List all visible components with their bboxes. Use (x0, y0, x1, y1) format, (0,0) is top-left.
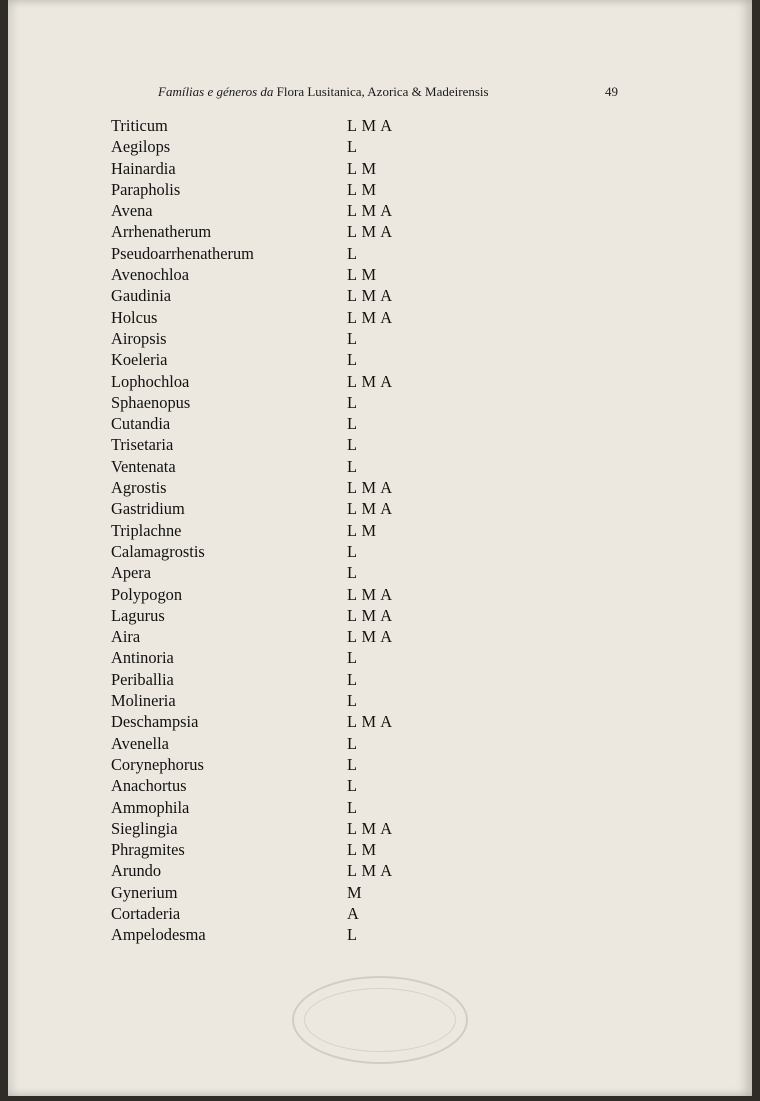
genus-name: Aira (111, 627, 141, 647)
distribution-codes: L M (347, 158, 377, 178)
genus-name: Ammophila (111, 797, 190, 817)
page-number: 49 (605, 84, 618, 99)
genus-name: Avena (111, 201, 153, 221)
distribution-codes: A (347, 903, 360, 923)
header-italic-text: Famílias e géneros da (158, 84, 274, 99)
genus-name: Apera (111, 563, 152, 583)
genus-name: Gynerium (111, 882, 178, 902)
genus-name: Holcus (111, 307, 158, 327)
genus-name: Pseudoarrhenatherum (111, 243, 254, 263)
genus-name: Antinoria (111, 648, 174, 668)
genus-name: Trisetaria (111, 435, 174, 455)
genus-name: Molineria (111, 691, 176, 711)
genus-name: Corynephorus (111, 754, 204, 774)
genus-name: Polypogon (111, 584, 183, 604)
distribution-codes: L (347, 776, 358, 796)
distribution-codes: L (347, 563, 358, 583)
genus-name: Aegilops (111, 137, 171, 157)
genus-name: Avenella (111, 733, 169, 753)
distribution-codes: L M A (347, 605, 393, 625)
distribution-codes: L (347, 797, 358, 817)
distribution-codes: L (347, 137, 358, 157)
distribution-codes: L M A (347, 499, 393, 519)
distribution-codes: L M A (347, 222, 393, 242)
genus-name: Gastridium (111, 499, 185, 519)
distribution-codes: L (347, 925, 358, 945)
library-stamp (292, 976, 468, 1064)
genus-name: Arundo (111, 861, 162, 881)
genus-name: Agrostis (111, 478, 167, 498)
genus-name: Phragmites (111, 840, 185, 860)
distribution-codes: L M A (347, 201, 393, 221)
header-title-text: Flora Lusitanica, Azorica & Madeirensis (276, 84, 489, 99)
distribution-codes: L M A (347, 712, 393, 732)
distribution-codes: M (347, 882, 363, 902)
distribution-codes: L (347, 541, 358, 561)
distribution-codes: L (347, 733, 358, 753)
distribution-codes: L M A (347, 286, 393, 306)
genus-name: Triplachne (111, 520, 182, 540)
distribution-codes: L (347, 456, 358, 476)
distribution-codes: L (347, 243, 358, 263)
distribution-codes: L M A (347, 861, 393, 881)
genus-name: Calamagrostis (111, 541, 205, 561)
distribution-codes: L M A (347, 371, 393, 391)
distribution-codes: L (347, 669, 358, 689)
distribution-codes: L M (347, 265, 377, 285)
distribution-codes: L M A (347, 116, 393, 135)
genus-name: Lagurus (111, 605, 165, 625)
genus-name: Koeleria (111, 350, 168, 370)
book-page (8, 0, 752, 1096)
distribution-codes: L M (347, 520, 377, 540)
genus-name: Cortaderia (111, 903, 181, 923)
genus-name: Sieglingia (111, 818, 178, 838)
distribution-codes: L (347, 350, 358, 370)
distribution-codes: L M (347, 840, 377, 860)
distribution-codes: L M A (347, 627, 393, 647)
genus-name: Cutandia (111, 414, 171, 434)
genus-name: Parapholis (111, 179, 181, 199)
distribution-codes: L (347, 435, 358, 455)
distribution-codes: L M A (347, 478, 393, 498)
distribution-codes: L (347, 754, 358, 774)
genus-name: Ventenata (111, 456, 176, 476)
genus-name: Triticum (111, 116, 168, 135)
genus-name: Deschampsia (111, 712, 199, 732)
distribution-codes: L (347, 691, 358, 711)
genus-name: Sphaenopus (111, 392, 191, 412)
genus-name: Arrhenatherum (111, 222, 212, 242)
distribution-codes: L M A (347, 818, 393, 838)
genus-name: Gaudinia (111, 286, 172, 306)
running-header (158, 84, 618, 104)
distribution-codes: L (347, 328, 358, 348)
genus-name: Avenochloa (111, 265, 189, 285)
distribution-codes: L M A (347, 307, 393, 327)
genus-name: Anachortus (111, 776, 187, 796)
distribution-codes: L (347, 414, 358, 434)
distribution-codes: L (347, 392, 358, 412)
genus-name: Hainardia (111, 158, 176, 178)
genus-name: Periballia (111, 669, 174, 689)
distribution-codes: L M A (347, 584, 393, 604)
genus-name: Airopsis (111, 328, 167, 348)
distribution-codes: L M (347, 179, 377, 199)
distribution-codes: L (347, 648, 358, 668)
genus-name: Lophochloa (111, 371, 190, 391)
genus-name: Ampelodesma (111, 925, 206, 945)
